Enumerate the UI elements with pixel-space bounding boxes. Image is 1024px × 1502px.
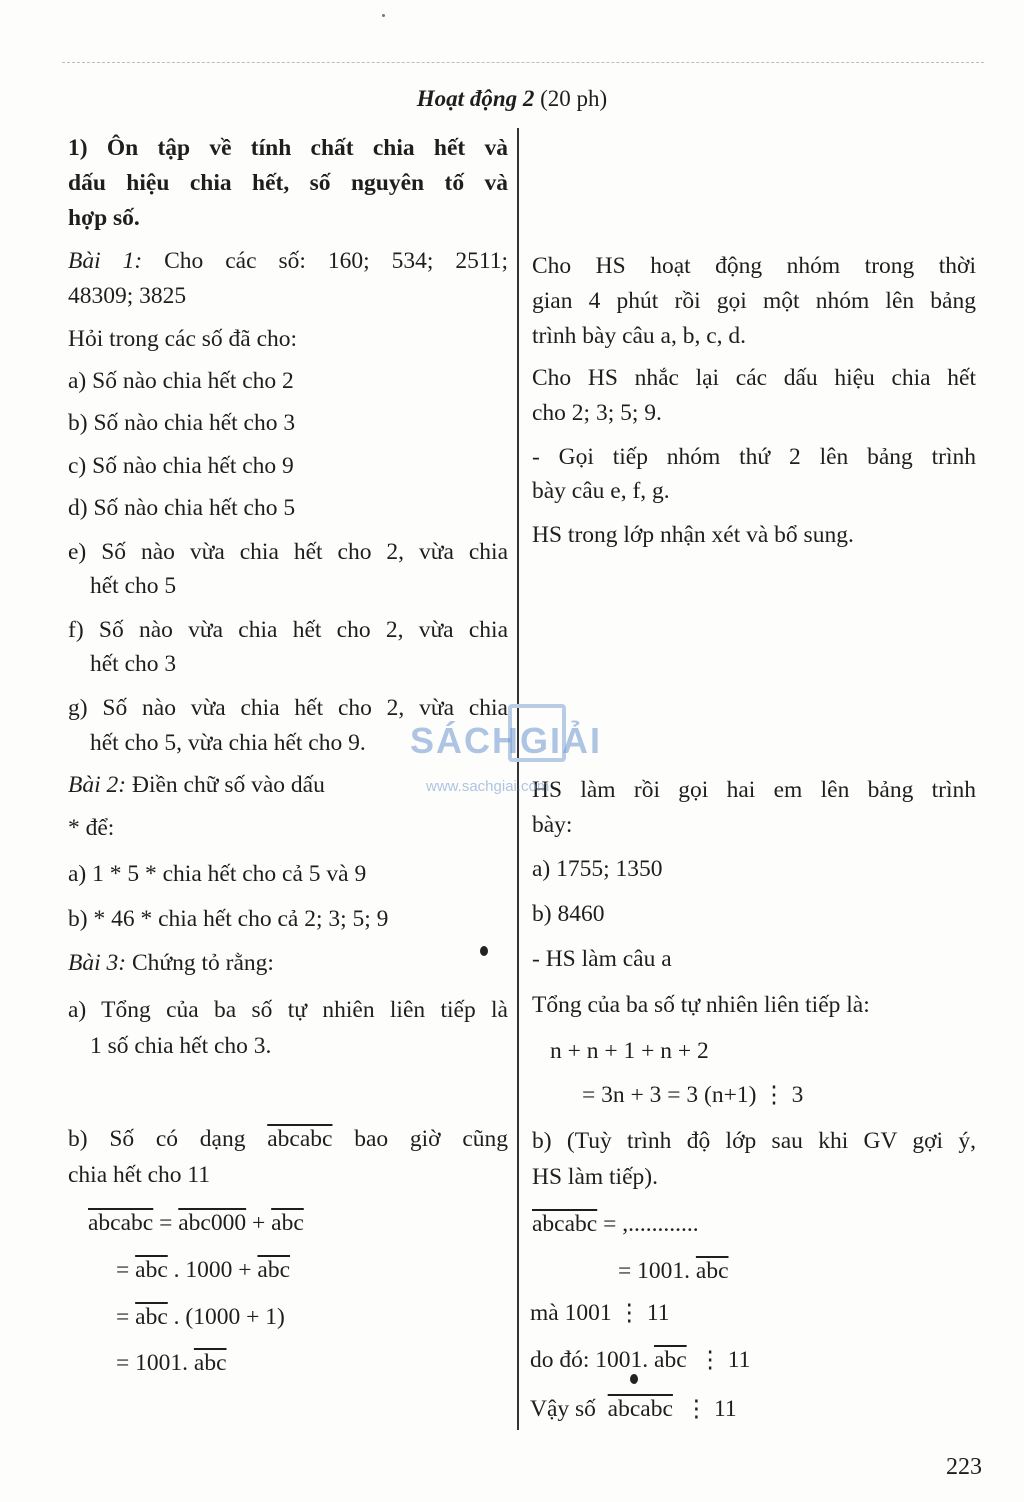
right-bai3-eq-1: n + n + 1 + n + 2: [550, 1038, 709, 1064]
proof-right-row-1: abcabc = ,............: [532, 1211, 699, 1237]
bai2-line-2: * để:: [68, 815, 115, 841]
right-group2-line-2: cho 2; 3; 5; 9.: [532, 400, 662, 426]
page-number: 223: [946, 1454, 982, 1480]
bai3-line-1: Bài 3: Chứng tỏ rằng:: [68, 950, 274, 976]
watermark-url: www.sachgiai.com: [426, 778, 550, 795]
proof-right-row-3: mà 1001 ⋮ 11: [530, 1300, 670, 1326]
right-bai3-intro: - HS làm câu a: [532, 946, 672, 972]
bai1-item-g-line-1: g) Số nào vừa chia hết cho 2, vừa chia: [68, 695, 508, 721]
section-title-line-2: dấu hiệu chia hết, số nguyên tố và: [68, 170, 508, 196]
proof-right-row-5: Vậy số abcabc ⋮ 11: [530, 1396, 737, 1422]
bai1-item-a: a) Số nào chia hết cho 2: [68, 368, 294, 394]
speck-mark: [382, 14, 385, 17]
right-group2-line-1: Cho HS nhắc lại các dấu hiệu chia hết: [532, 365, 976, 391]
bai1-item-f-line-2: hết cho 3: [90, 651, 177, 677]
right-group1-line-3: trình bày câu a, b, c, d.: [532, 323, 747, 349]
right-group3-line-1: - Gọi tiếp nhóm thứ 2 lên bảng trình: [532, 444, 976, 470]
bai1-item-e-line-1: e) Số nào vừa chia hết cho 2, vừa chia: [68, 539, 508, 565]
watermark-text: SÁCHGIẢI: [410, 720, 603, 761]
bai2-line-1: Bài 2: Điền chữ số vào dấu: [68, 772, 325, 798]
ink-blot: [480, 946, 488, 956]
proof-right-row-4: do đó: 1001. $\overline{abc}$ ⋮ 11: [530, 1347, 751, 1373]
bai3-item-a-line-2: 1 số chia hết cho 3.: [90, 1033, 272, 1059]
bai2-item-a: a) 1 * 5 * chia hết cho cả 5 và 9: [68, 861, 367, 887]
proof-right-row-2: = 1001. $\overline{abc}$: [618, 1258, 729, 1284]
watermark: [404, 704, 624, 800]
bai1-line-1: Bài 1: Cho các số: 160; 534; 2511;: [68, 248, 508, 274]
right-bai2-a: a) 1755; 1350: [532, 856, 663, 882]
activity-heading: Hoạt động 2 (20 ph): [416, 86, 608, 111]
right-bai3-b-line-1: b) (Tuỳ trình độ lớp sau khi GV gợi ý,: [532, 1128, 976, 1154]
right-bai2-line-2: bày:: [532, 812, 573, 838]
proof-left-row-1: abcabc = $abc000 + \overline{abc}$: [88, 1210, 304, 1236]
right-group4: HS trong lớp nhận xét và bổ sung.: [532, 522, 854, 548]
proof-left-row-3: = $\overline{abc}$ . (1000 + 1): [116, 1304, 285, 1330]
right-bai3-b-line-2: HS làm tiếp).: [532, 1164, 658, 1190]
bai3-item-a-line-1: a) Tổng của ba số tự nhiên liên tiếp là: [68, 997, 508, 1023]
right-bai3-sum: Tổng của ba số tự nhiên liên tiếp là:: [532, 992, 870, 1018]
bai1-item-g-line-2: hết cho 5, vừa chia hết cho 9.: [90, 730, 366, 756]
right-bai2-line-1: HS làm rồi gọi hai em lên bảng trình: [532, 777, 976, 803]
bai1-line-2: 48309; 3825: [68, 283, 187, 309]
bai1-item-c: c) Số nào chia hết cho 9: [68, 453, 294, 479]
section-title-line-1: 1) Ôn tập về tính chất chia hết và: [68, 135, 508, 161]
bai1-item-d: d) Số nào chia hết cho 5: [68, 495, 296, 521]
right-bai3-eq-2: = 3n + 3 = 3 (n+1) ⋮ 3: [582, 1082, 804, 1108]
bai3-item-b-line-2: chia hết cho 11: [68, 1162, 211, 1188]
section-title-line-3: hợp số.: [68, 205, 140, 231]
bai1-item-b: b) Số nào chia hết cho 3: [68, 410, 296, 436]
proof-left-row-4: = 1001. $\overline{abc}$: [116, 1350, 227, 1376]
bai1-question: Hỏi trong các số đã cho:: [68, 326, 298, 352]
right-group1-line-1: Cho HS hoạt động nhóm trong thời: [532, 253, 976, 279]
proof-left-row-2: = $\overline{abc}$ . $1000 + \overline{abc}$: [116, 1257, 291, 1283]
bai1-item-f-line-1: f) Số nào vừa chia hết cho 2, vừa chia: [68, 617, 508, 643]
header-rule: [62, 62, 984, 63]
bai2-item-b: b) * 46 * chia hết cho cả 2; 3; 5; 9: [68, 906, 389, 932]
ink-blot-2: [630, 1374, 638, 1384]
right-group3-line-2: bày câu e, f, g.: [532, 478, 670, 504]
bai3-item-b-line-1: b) Số có dạng abcabc bao giờ cũng: [68, 1126, 509, 1152]
right-group1-line-2: gian 4 phút rồi gọi một nhóm lên bảng: [532, 288, 976, 314]
right-bai2-b: b) 8460: [532, 901, 605, 927]
bai1-item-e-line-2: hết cho 5: [90, 573, 177, 599]
